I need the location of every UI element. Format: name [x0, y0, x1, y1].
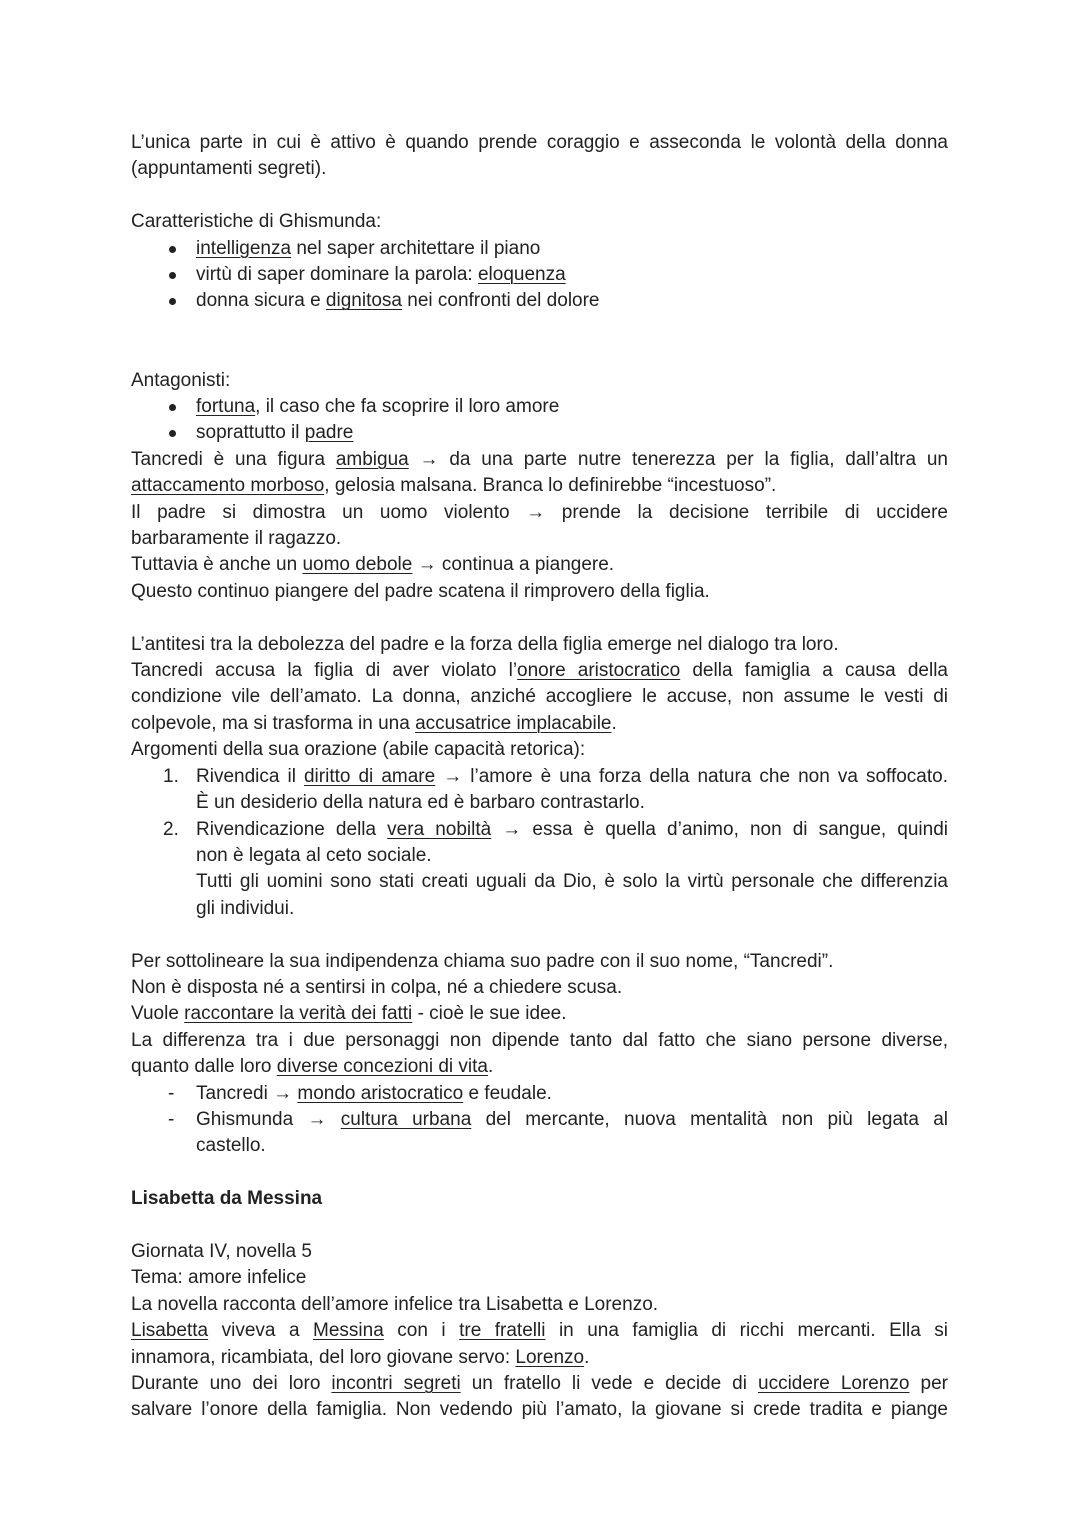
- text-line: Ghismunda → cultura urbana del mercante, nuova mentalità non più legata al: [196, 1108, 948, 1130]
- text-line: non è legata al ceto sociale.: [196, 844, 432, 866]
- list-item: [131, 764, 948, 817]
- text-line: Per sottolineare la sua indipendenza chiama suo padre con il suo nome, “Tancredi”.: [131, 950, 834, 972]
- text-line: innamora, ricambiata, del loro giovane servo: Lorenzo.: [131, 1346, 590, 1368]
- text-line: Lisabetta viveva a Messina con i tre fratelli in una famiglia di ricchi mercanti. Ella si: [131, 1320, 948, 1342]
- text-line: È un desiderio della natura ed è barbaro contrastarlo.: [196, 792, 645, 814]
- ghismunda-section: [131, 209, 948, 315]
- text-line: barbaramente il ragazzo.: [131, 528, 342, 550]
- text-line: salvare l’onore della famiglia. Non vedendo più l’amato, la giovane si crede tradita e piange: [131, 1399, 948, 1421]
- argomenti-list: [131, 764, 948, 922]
- list-item: [131, 1107, 948, 1160]
- list-item: intelligenza nel saper architettare il piano: [131, 236, 948, 262]
- text-line: Giornata IV, novella 5: [131, 1240, 312, 1262]
- list-number: 1.: [163, 765, 179, 787]
- list-item: [131, 817, 948, 923]
- text-line: Tancredi → mondo aristocratico e feudale.: [196, 1082, 552, 1104]
- section-heading: Antagonisti:: [131, 369, 231, 391]
- text-line: Tutti gli uomini sono stati creati uguali da Dio, è solo la virtù personale che differenzia: [196, 871, 948, 893]
- text-line: condizione vile dell’amato. La donna, anziché accogliere le accuse, non assume le vesti di: [131, 686, 948, 708]
- text-line: quanto dalle loro diverse concezioni di vita.: [131, 1056, 494, 1078]
- intro-paragraph: [131, 130, 948, 183]
- section-title: Lisabetta da Messina: [131, 1188, 323, 1210]
- text-line: Il padre si dimostra un uomo violento → prende la decisione terribile di uccidere: [131, 501, 948, 523]
- text-line: Non è disposta né a sentirsi in colpa, né a chiedere scusa.: [131, 976, 623, 998]
- text-line: Argomenti della sua orazione (abile capacità retorica):: [131, 739, 586, 761]
- text-line: Tancredi è una figura ambigua → da una parte nutre tenerezza per la figlia, dall’altra un: [131, 448, 948, 470]
- text-line: Rivendica il diritto di amare → l’amore è una forza della natura che non va soffocato.: [196, 765, 948, 787]
- text-line: Vuole raccontare la verità dei fatti - cioè le sue idee.: [131, 1003, 567, 1025]
- text-line: L’unica parte in cui è attivo è quando prende coraggio e asseconda le volontà della donna: [131, 132, 948, 153]
- list-item: fortuna, il caso che fa scoprire il loro amore: [131, 394, 948, 420]
- text-line: Tancredi accusa la figlia di aver violato l’onore aristocratico della famiglia a causa della: [131, 660, 948, 682]
- text-line: La differenza tra i due personaggi non dipende tanto dal fatto che siano persone diverse,: [131, 1029, 948, 1051]
- text-line: Rivendicazione della vera nobiltà → essa è quella d’animo, non di sangue, quindi: [196, 818, 948, 840]
- antagonisti-section: [131, 368, 948, 606]
- document-body: [131, 130, 948, 1424]
- text-line: Durante uno dei loro incontri segreti un fratello li vede e decide di uccidere Lorenzo per: [131, 1372, 948, 1394]
- text-line: Tuttavia è anche un uomo debole → continua a piangere.: [131, 554, 615, 576]
- text-line: L’antitesi tra la debolezza del padre e la forza della figlia emerge nel dialogo tra loro.: [131, 633, 839, 655]
- text-line: gli individui.: [196, 897, 295, 919]
- dash-marker: -: [168, 1082, 175, 1104]
- contrast-list: [131, 1081, 948, 1160]
- list-item: soprattutto il padre: [131, 420, 948, 446]
- text-line: Tema: amore infelice: [131, 1267, 307, 1289]
- list-item: virtù di saper dominare la parola: eloquenza: [131, 262, 948, 288]
- text-line: castello.: [196, 1135, 266, 1157]
- text-line: Questo continuo piangere del padre scatena il rimprovero della figlia.: [131, 580, 710, 602]
- lisabetta-section: [131, 1186, 948, 1424]
- text-line: colpevole, ma si trasforma in una accusatrice implacabile.: [131, 712, 617, 734]
- list-item: [131, 1081, 948, 1107]
- text-line: La novella racconta dell’amore infelice tra Lisabetta e Lorenzo.: [131, 1293, 659, 1315]
- dash-marker: -: [168, 1108, 175, 1130]
- ghismunda-list: [131, 236, 948, 315]
- indipendenza-section: [131, 949, 948, 1160]
- text-line: attaccamento morboso, gelosia malsana. Branca lo definirebbe “incestuoso”.: [131, 475, 777, 497]
- section-heading: Caratteristiche di Ghismunda:: [131, 211, 382, 233]
- list-number: 2.: [163, 818, 179, 840]
- antitesi-section: [131, 632, 948, 922]
- antagonisti-list: [131, 394, 948, 447]
- list-item: donna sicura e dignitosa nei confronti del dolore: [131, 288, 948, 314]
- text-line: (appuntamenti segreti).: [131, 158, 327, 180]
